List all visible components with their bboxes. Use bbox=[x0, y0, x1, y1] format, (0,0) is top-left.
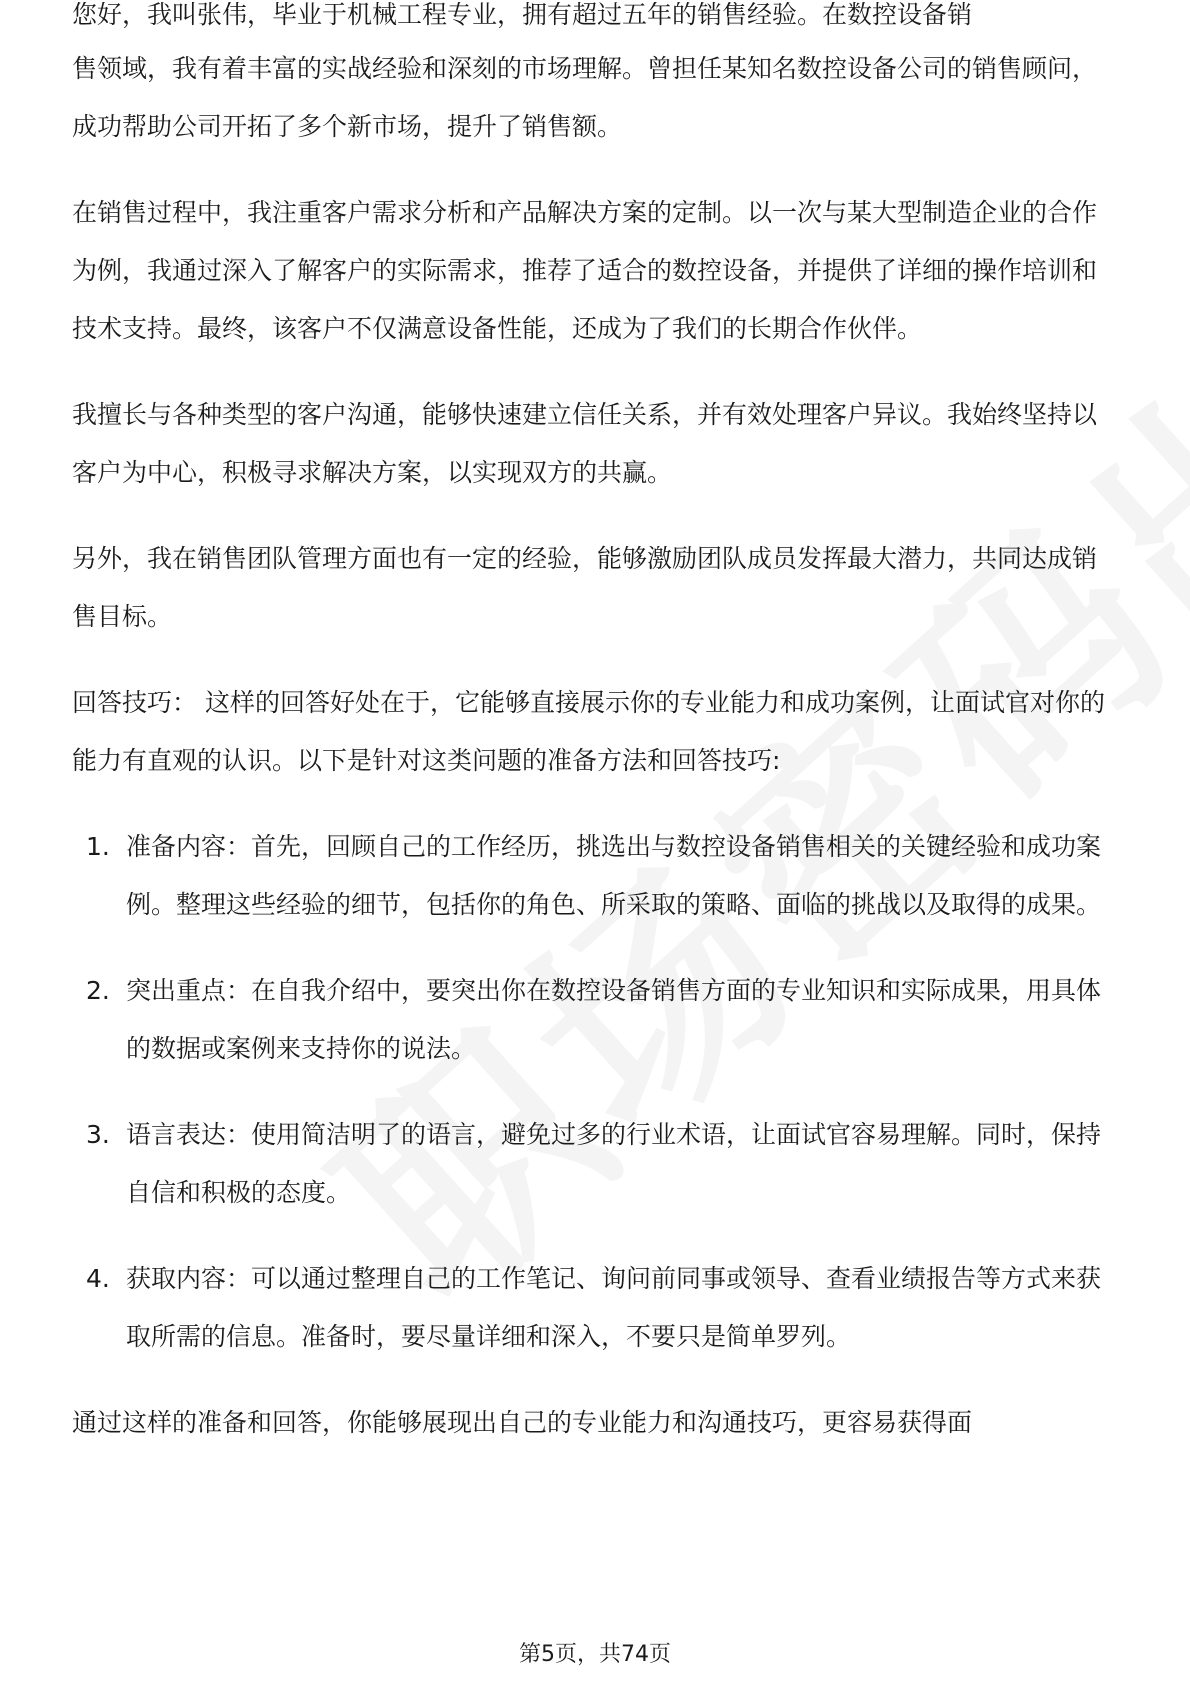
paragraph-communication: 我擅长与各种类型的客户沟通，能够快速建立信任关系，并有效处理客户异议。我始终坚持以客户为中心，积极寻求解决方案，以实现双方的共赢。 bbox=[72, 400, 1098, 487]
list-item bbox=[72, 962, 1118, 1078]
list-item bbox=[72, 818, 1118, 934]
list-item-number: 4. bbox=[86, 1264, 110, 1293]
paragraph-answer-tips: 回答技巧： 这样的回答好处在于，它能够直接展示你的专业能力和成功案例，让面试官对你的能力有直观的认识。以下是针对这类问题的准备方法和回答技巧: bbox=[72, 688, 1105, 775]
paragraph-team-management: 另外，我在销售团队管理方面也有一定的经验，能够激励团队成员发挥最大潜力，共同达成销售目标。 bbox=[72, 544, 1098, 631]
list-item-number: 2. bbox=[86, 976, 110, 1005]
list-item-number: 1. bbox=[86, 832, 110, 861]
paragraph-experience: 售领域，我有着丰富的实战经验和深刻的市场理解。曾担任某知名数控设备公司的销售顾问，成功帮助公司开拓了多个新市场，提升了销售额。 bbox=[72, 54, 1098, 141]
list-item-text: 准备内容：首先，回顾自己的工作经历，挑选出与数控设备销售相关的关键经验和成功案例。整理这些经验的细节，包括你的角色、所采取的策略、面临的挑战以及取得的成果。 bbox=[126, 832, 1102, 919]
list-item bbox=[72, 1106, 1118, 1222]
list-item-text: 获取内容：可以通过整理自己的工作笔记、询问前同事或领导、查看业绩报告等方式来获取所需的信息。准备时，要尽量详细和深入，不要只是简单罗列。 bbox=[126, 1264, 1102, 1351]
tips-list bbox=[72, 818, 1118, 1366]
list-item-text: 突出重点：在自我介绍中，要突出你在数控设备销售方面的专业知识和实际成果，用具体的数据或案例来支持你的说法。 bbox=[126, 976, 1102, 1063]
list-item-number: 3. bbox=[86, 1120, 110, 1149]
paragraph-sales-process: 在销售过程中，我注重客户需求分析和产品解决方案的定制。以一次与某大型制造企业的合作为例，我通过深入了解客户的实际需求，推荐了适合的数控设备，并提供了详细的操作培训和技术支持。最终，该客户不仅满意设备性能，还成为了我们的长期合作伙伴。 bbox=[72, 198, 1098, 343]
list-item-text: 语言表达：使用简洁明了的语言，避免过多的行业术语，让面试官容易理解。同时，保持自信和积极的态度。 bbox=[126, 1120, 1102, 1207]
page-number-footer: 第5页，共74页 bbox=[519, 1642, 671, 1667]
paragraph-cut-top-text: 您好，我叫张伟，毕业于机械工程专业，拥有超过五年的销售经验。在数控设备销 bbox=[72, 2, 973, 29]
paragraph-closing: 通过这样的准备和回答，你能够展现出自己的专业能力和沟通技巧，更容易获得面 bbox=[72, 1408, 973, 1437]
list-item bbox=[72, 1250, 1118, 1366]
document-body bbox=[72, 2, 1118, 1480]
paragraph-cut-top bbox=[72, 2, 1118, 40]
